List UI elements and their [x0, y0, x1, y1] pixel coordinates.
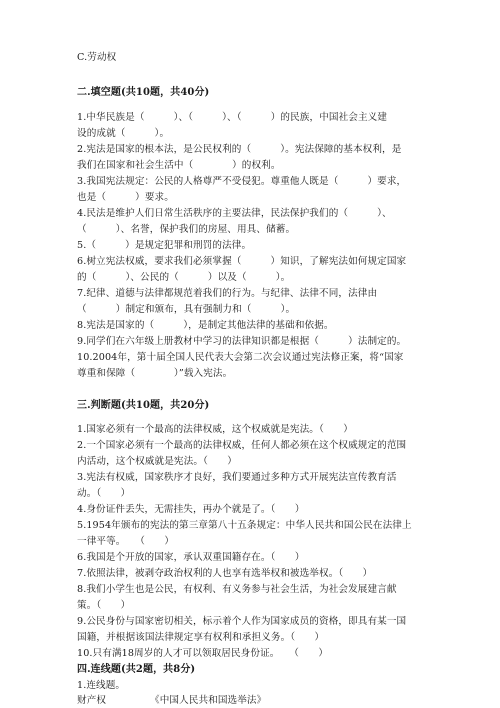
- judge-q5-line2: 一律平等。 （ ）: [77, 536, 175, 547]
- judge-q3-line2: 动。（ ）: [77, 488, 131, 499]
- judge-q8-line2: 策。（ ）: [77, 600, 131, 611]
- judge-q10: 10.只有满18周岁的人才可以领取居民身份证。 （ ）: [77, 648, 329, 659]
- fill-q2-line2: 我们在国家和社会生活中（ ）的权利。: [77, 160, 281, 171]
- judge-q9-line2: 国籍，并根据该国法律规定享有权利和承担义务。（ ）: [77, 632, 325, 643]
- judge-q7: 7.依照法律，被剥夺政治权利的人也享有选举权和被选举权。（ ）: [77, 568, 373, 579]
- fill-q3-line1: 3.我国宪法规定：公民的人格尊严不受侵犯。尊重他人既是（ ）要求，: [77, 176, 407, 187]
- prev-option-c: C.劳动权: [77, 52, 117, 63]
- judge-q9-line1: 9.公民身份与国家密切相关，标示着个人作为国家成员的资格，即具有某一国: [77, 616, 407, 627]
- fill-q6-line1: 6.树立宪法权威，要求我们必须掌握（ ）知识，了解宪法如何规定国家: [77, 256, 407, 267]
- section-matching-title: 四.连线题(共2题，共8分): [77, 664, 196, 675]
- section-fill-blank-title: 二.填空题(共10题，共40分): [77, 87, 210, 98]
- judge-q4: 4.身份证件丢失，无需挂失，再办个就是了。（ ）: [77, 504, 305, 515]
- fill-q9: 9.同学们在六年级上册教材中学习的法律知识都是根据（ ）法制定的。: [77, 336, 407, 347]
- fill-q10-line2: 尊重和保障（ ）”载入宪法。: [77, 368, 233, 379]
- fill-q4-line2: （ ）、名誉，保护我们的房屋、用具、储蓄。: [77, 224, 296, 235]
- matching-q1: 1.连线题。: [77, 680, 126, 691]
- judge-q5-line1: 5.1954年颁布的宪法的第三章第八十五条规定：中华人民共和国公民在法律上: [77, 520, 412, 531]
- judge-q2-line2: 内活动，这个权威就是宪法。（ ）: [77, 456, 237, 467]
- fill-q10-line1: 10.2004年，第十届全国人民代表大会第二次会议通过宪法修正案，将“国家: [77, 352, 404, 363]
- fill-q4-line1: 4.民法是维护人们日常生活秩序的主要法律，民法保护我们的（ ）、: [77, 208, 392, 219]
- fill-q5: 5.（ ）是规定犯罪和刑罚的法律。: [77, 240, 252, 251]
- fill-q2-line1: 2.宪法是国家的根本法，是公民权利的（ ）。宪法保障的基本权利，是: [77, 144, 402, 155]
- matching-right-item: 《中国人民共和国选举法》: [150, 695, 267, 706]
- fill-q7-line2: （ ）制定和颁布，具有强制力和（ ）。: [77, 304, 296, 315]
- fill-q7-line1: 7.纪律、道德与法律都规范着我们的行为。与纪律、法律不同，法律由: [77, 288, 378, 299]
- matching-left-item: 财产权: [77, 695, 107, 706]
- section-judgment-title: 三.判断题(共10题，共20分): [77, 400, 210, 411]
- fill-q3-line2: 也是（ ）要求。: [77, 192, 174, 203]
- fill-q1-line2: 设的成就（ ）。: [77, 128, 170, 139]
- judge-q3-line1: 3.宪法有权威，国家秩序才良好，我们要通过多种方式开展宪法宣传教育活: [77, 472, 397, 483]
- fill-q6-line2: 的（ ）、公民的（ ）以及（ ）。: [77, 272, 291, 283]
- judge-q2-line1: 2.一个国家必须有一个最高的法律权威，任何人都必须在这个权威规定的范围: [77, 440, 407, 451]
- judge-q8-line1: 8.我们小学生也是公民，有权利、有义务参与社会生活，为社会发展建言献: [77, 584, 397, 595]
- fill-q8: 8.宪法是国家的（ ），是制定其他法律的基础和依据。: [77, 320, 334, 331]
- judge-q6: 6.我国是个开放的国家，承认双重国籍存在。（ ）: [77, 552, 305, 563]
- fill-q1-line1: 1.中华民族是（ ）、（ ）、（ ）的民族，中国社会主义建: [77, 112, 388, 123]
- judge-q1: 1.国家必须有一个最高的法律权威，这个权威就是宪法。（ ）: [77, 424, 353, 435]
